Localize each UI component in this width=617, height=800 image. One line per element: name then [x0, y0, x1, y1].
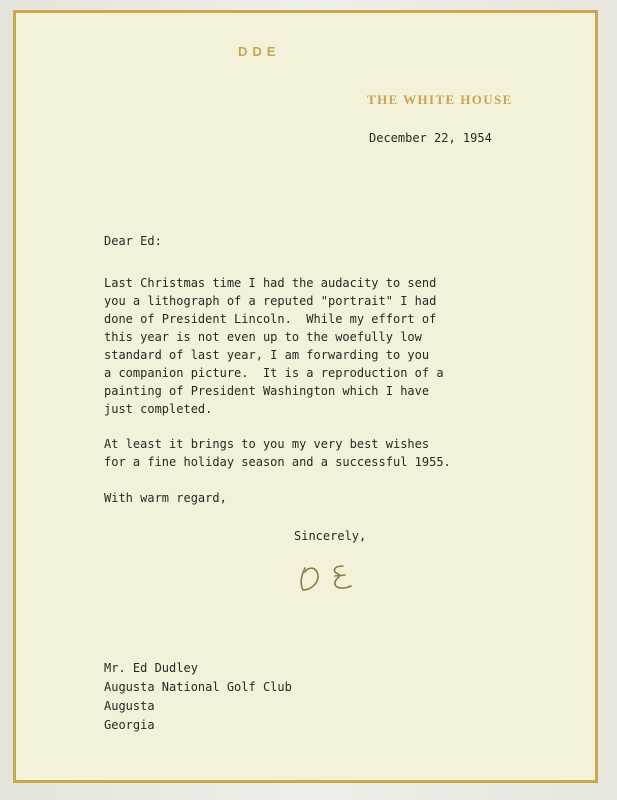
letterhead-monogram: DDE — [238, 44, 281, 59]
salutation: Dear Ed: — [104, 234, 162, 248]
paragraph-1-line: done of President Lincoln. While my effort of — [104, 312, 437, 326]
closing: With warm regard, — [104, 491, 227, 505]
recipient-line: Augusta National Golf Club — [104, 680, 292, 694]
paragraph-1-line: Last Christmas time I had the audacity to send — [104, 276, 437, 290]
paragraph-2-line: At least it brings to you my very best wishes — [104, 437, 430, 451]
paragraph-2-line: for a fine holiday season and a successful 1955. — [104, 455, 451, 469]
letterhead-title: THE WHITE HOUSE — [367, 92, 513, 107]
paragraph-1-line: a companion picture. It is a reproduction of a — [104, 366, 444, 380]
recipient-line: Augusta — [104, 699, 155, 713]
recipient-line: Mr. Ed Dudley — [104, 661, 198, 675]
paragraph-1-line: this year is not even up to the woefully low — [104, 330, 422, 344]
paragraph-1-line: you a lithograph of a reputed "portrait" I had — [104, 294, 437, 308]
signature — [297, 560, 377, 596]
recipient-line: Georgia — [104, 718, 155, 732]
paragraph-1-line: standard of last year, I am forwarding to you — [104, 348, 430, 362]
letter-date: December 22, 1954 — [369, 131, 492, 145]
paragraph-1-line: just completed. — [104, 402, 213, 416]
paragraph-1-line: painting of President Washington which I have — [104, 384, 430, 398]
sign-off: Sincerely, — [294, 529, 367, 543]
